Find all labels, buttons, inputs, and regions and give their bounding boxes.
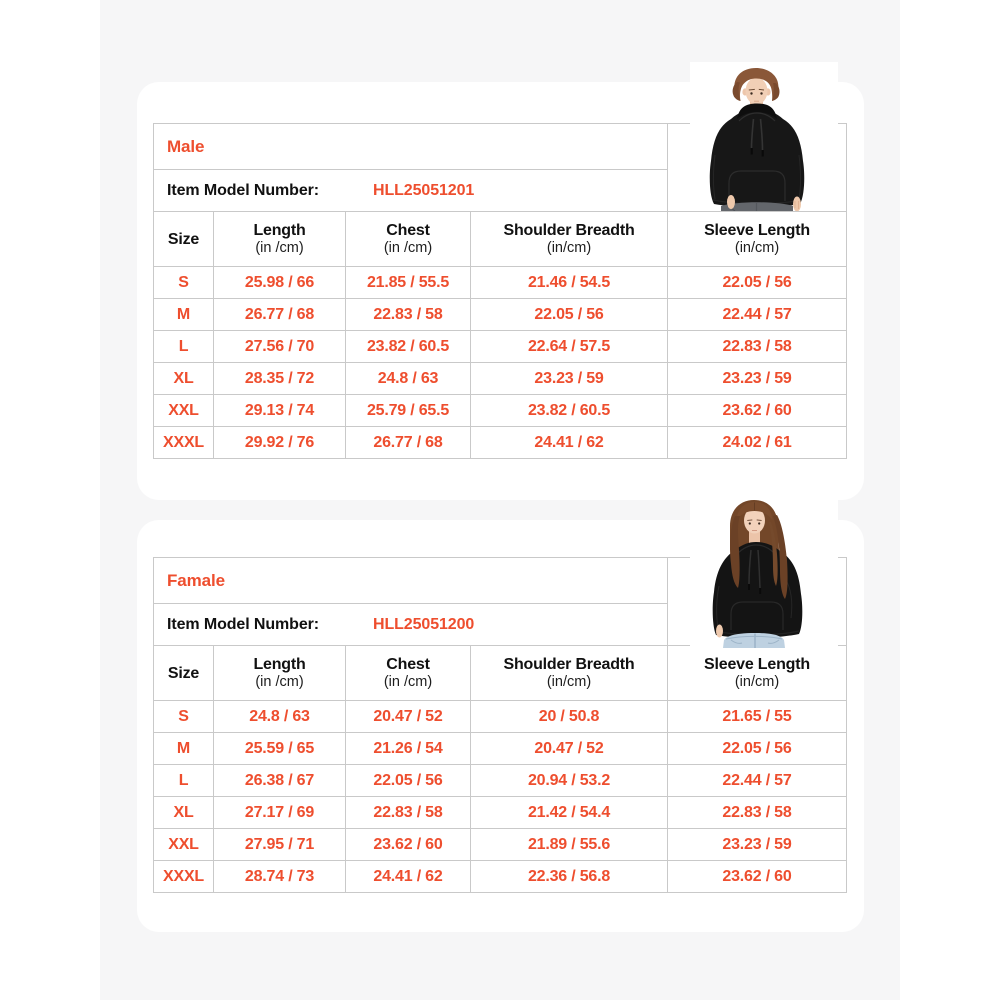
length-cell: 28.74 / 73 <box>214 861 346 893</box>
size-cell: M <box>154 299 214 331</box>
shoulder-cell: 21.46 / 54.5 <box>471 267 668 299</box>
length-cell: 29.13 / 74 <box>214 395 346 427</box>
table-row <box>154 861 847 893</box>
size-cell: S <box>154 267 214 299</box>
sleeve-cell: 23.23 / 59 <box>668 363 847 395</box>
male-model-image <box>667 55 846 211</box>
length-cell: 27.95 / 71 <box>214 829 346 861</box>
table-row <box>154 701 847 733</box>
table-row <box>154 829 847 861</box>
item-model-cell <box>154 170 668 212</box>
size-cell: XXXL <box>154 427 214 459</box>
col-header-shoulder: Shoulder Breadth (in/cm) <box>471 646 668 701</box>
size-cell: XXL <box>154 829 214 861</box>
shoulder-cell: 23.82 / 60.5 <box>471 395 668 427</box>
col-header-length: Length (in /cm) <box>214 646 346 701</box>
shoulder-cell: 21.42 / 54.4 <box>471 797 668 829</box>
chest-cell: 26.77 / 68 <box>346 427 471 459</box>
size-cell: XL <box>154 363 214 395</box>
sleeve-cell: 23.62 / 60 <box>668 395 847 427</box>
length-cell: 26.38 / 67 <box>214 765 346 797</box>
item-model-label: Item Model Number: <box>167 181 319 199</box>
shoulder-cell: 23.23 / 59 <box>471 363 668 395</box>
chest-cell: 21.85 / 55.5 <box>346 267 471 299</box>
length-cell: 25.98 / 66 <box>214 267 346 299</box>
table-title: Famale <box>154 558 668 604</box>
table-title: Male <box>154 124 668 170</box>
table-row <box>154 299 847 331</box>
size-cell: L <box>154 765 214 797</box>
col-header-chest: Chest (in /cm) <box>346 646 471 701</box>
shoulder-cell: 20 / 50.8 <box>471 701 668 733</box>
shoulder-cell: 22.36 / 56.8 <box>471 861 668 893</box>
table-row <box>154 331 847 363</box>
length-cell: 27.56 / 70 <box>214 331 346 363</box>
sleeve-cell: 22.05 / 56 <box>668 267 847 299</box>
chest-cell: 23.82 / 60.5 <box>346 331 471 363</box>
chest-cell: 25.79 / 65.5 <box>346 395 471 427</box>
header-row <box>154 212 847 267</box>
header-row <box>154 646 847 701</box>
size-cell: XXL <box>154 395 214 427</box>
sleeve-cell: 24.02 / 61 <box>668 427 847 459</box>
table-row <box>154 733 847 765</box>
shoulder-cell: 21.89 / 55.6 <box>471 829 668 861</box>
sleeve-cell: 21.65 / 55 <box>668 701 847 733</box>
chest-cell: 22.83 / 58 <box>346 299 471 331</box>
col-header-shoulder: Shoulder Breadth (in/cm) <box>471 212 668 267</box>
table-row <box>154 363 847 395</box>
table-row <box>154 395 847 427</box>
col-header-sleeve: Sleeve Length (in/cm) <box>668 212 847 267</box>
sleeve-cell: 22.83 / 58 <box>668 797 847 829</box>
item-model-label: Item Model Number: <box>167 615 319 633</box>
shoulder-cell: 20.94 / 53.2 <box>471 765 668 797</box>
table-row <box>154 267 847 299</box>
length-cell: 28.35 / 72 <box>214 363 346 395</box>
col-header-chest: Chest (in /cm) <box>346 212 471 267</box>
shoulder-cell: 20.47 / 52 <box>471 733 668 765</box>
chest-cell: 22.83 / 58 <box>346 797 471 829</box>
table-row <box>154 797 847 829</box>
col-header-size: Size <box>154 212 214 267</box>
shoulder-cell: 22.64 / 57.5 <box>471 331 668 363</box>
chest-cell: 20.47 / 52 <box>346 701 471 733</box>
shoulder-cell: 24.41 / 62 <box>471 427 668 459</box>
size-cell: S <box>154 701 214 733</box>
item-model-value: HLL25051200 <box>373 615 475 633</box>
size-cell: L <box>154 331 214 363</box>
size-cell: M <box>154 733 214 765</box>
sleeve-cell: 22.83 / 58 <box>668 331 847 363</box>
sleeve-cell: 23.62 / 60 <box>668 861 847 893</box>
sleeve-cell: 22.05 / 56 <box>668 733 847 765</box>
sleeve-cell: 22.44 / 57 <box>668 299 847 331</box>
chest-cell: 21.26 / 54 <box>346 733 471 765</box>
length-cell: 27.17 / 69 <box>214 797 346 829</box>
chest-cell: 24.8 / 63 <box>346 363 471 395</box>
length-cell: 24.8 / 63 <box>214 701 346 733</box>
size-cell: XL <box>154 797 214 829</box>
col-header-size: Size <box>154 646 214 701</box>
sleeve-cell: 23.23 / 59 <box>668 829 847 861</box>
length-cell: 29.92 / 76 <box>214 427 346 459</box>
table-row <box>154 427 847 459</box>
length-cell: 26.77 / 68 <box>214 299 346 331</box>
chest-cell: 23.62 / 60 <box>346 829 471 861</box>
item-model-value: HLL25051201 <box>373 181 475 199</box>
chest-cell: 24.41 / 62 <box>346 861 471 893</box>
item-model-cell <box>154 604 668 646</box>
shoulder-cell: 22.05 / 56 <box>471 299 668 331</box>
sleeve-cell: 22.44 / 57 <box>668 765 847 797</box>
col-header-length: Length (in /cm) <box>214 212 346 267</box>
size-cell: XXXL <box>154 861 214 893</box>
col-header-sleeve: Sleeve Length (in/cm) <box>668 646 847 701</box>
length-cell: 25.59 / 65 <box>214 733 346 765</box>
female-model-image <box>667 488 846 648</box>
chest-cell: 22.05 / 56 <box>346 765 471 797</box>
table-row <box>154 765 847 797</box>
